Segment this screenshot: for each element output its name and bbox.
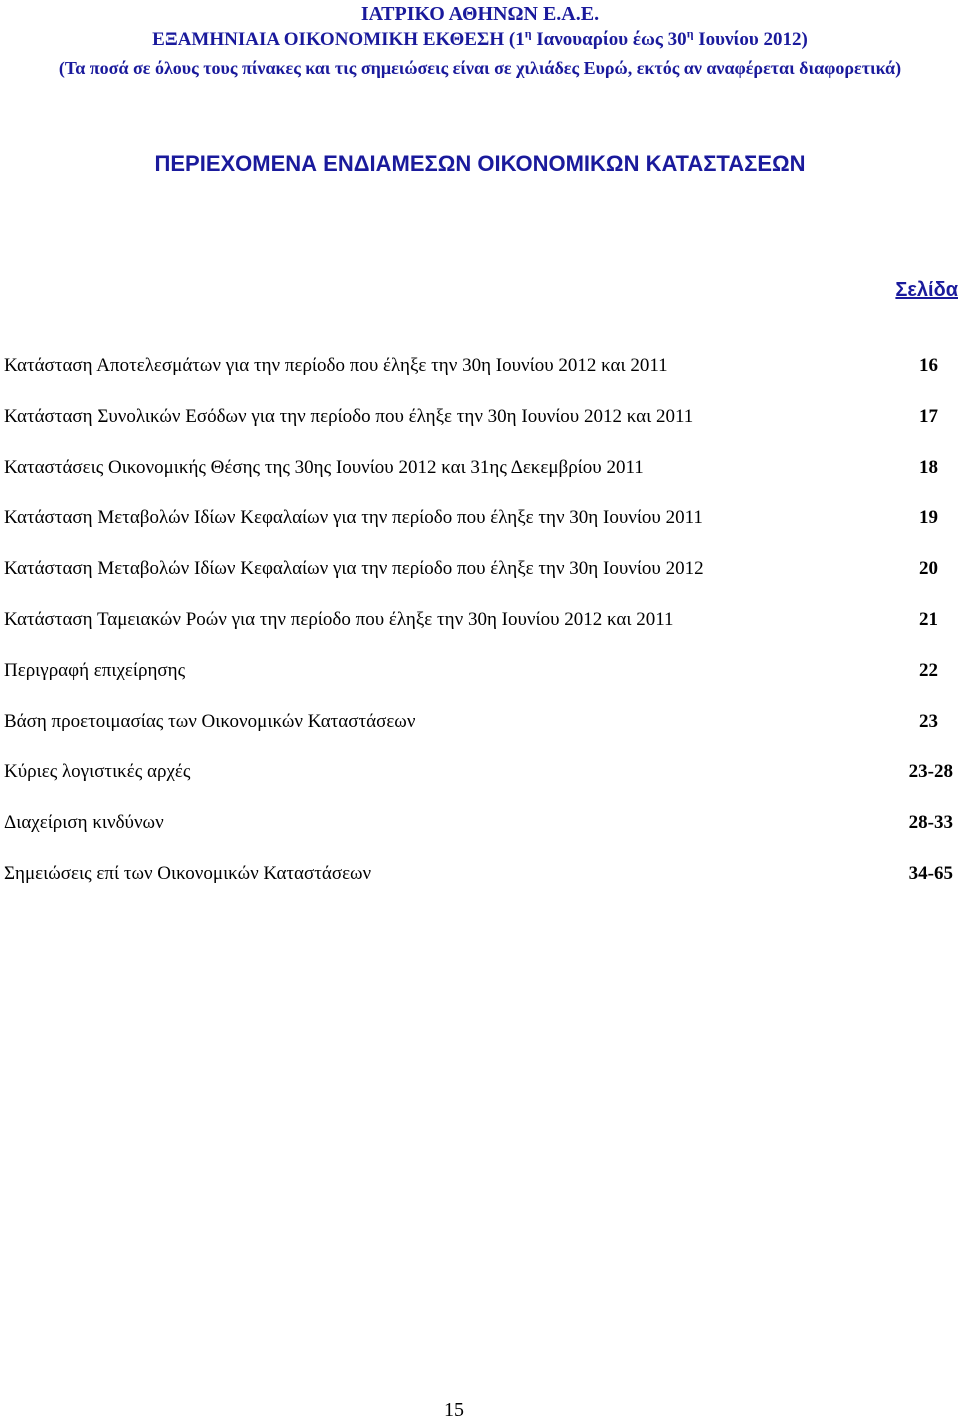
- toc-item-text: Διαχείριση κινδύνων: [4, 812, 164, 834]
- toc-item-page: 21: [919, 608, 938, 630]
- toc-item: [0, 859, 960, 910]
- toc-item: [0, 503, 960, 554]
- toc-item-text: Κατάσταση Ταμειακών Ροών για την περίοδο που έληξε την 30η Ιουνίου 2012 και 2011: [4, 608, 674, 630]
- toc-item-page: 18: [919, 456, 938, 478]
- toc-item-text: Κατάσταση Μεταβολών Ιδίων Κεφαλαίων για την περίοδο που έληξε την 30η Ιουνίου 2012: [4, 558, 704, 580]
- toc-item-page: 23-28: [908, 761, 953, 783]
- report-title-superscript-1: η: [524, 26, 532, 41]
- toc-item-text: Καταστάσεις Οικονομικής Θέσης της 30ης Ιουνίου 2012 και 31ης Δεκεμβρίου 2011: [4, 456, 644, 478]
- report-title-superscript-2: η: [686, 26, 694, 41]
- toc-item: [0, 757, 960, 808]
- toc-item-page: 22: [919, 659, 938, 681]
- toc-item-page: 28-33: [908, 812, 953, 834]
- report-title: [0, 28, 960, 52]
- toc-item-text: Κατάσταση Συνολικών Εσόδων για την περίοδο που έληξε την 30η Ιουνίου 2012 και 2011: [4, 405, 694, 427]
- toc-item: [0, 402, 960, 453]
- toc-item: [0, 656, 960, 707]
- toc-item-text: Κύριες λογιστικές αρχές: [4, 761, 191, 783]
- report-title-part3: Ιουνίου 2012): [693, 29, 808, 50]
- toc-item: [0, 453, 960, 504]
- toc-item-page: 20: [919, 558, 938, 580]
- page-number-value: 15: [444, 1399, 464, 1421]
- toc-item: [0, 351, 960, 402]
- toc-item-page: 19: [919, 507, 938, 529]
- currency-note: (Τα ποσά σε όλους τους πίνακες και τις σημειώσεις είναι σε χιλιάδες Ευρώ, εκτός αν αναφέρεται διαφορετικά): [58, 58, 902, 78]
- toc-item: [0, 707, 960, 758]
- toc-item-page: 23: [919, 710, 938, 732]
- toc-item: [0, 605, 960, 656]
- toc-item-page: 34-65: [908, 862, 953, 884]
- toc-item-text: Κατάσταση Μεταβολών Ιδίων Κεφαλαίων για την περίοδο που έληξε την 30η Ιουνίου 2011: [4, 507, 703, 529]
- toc-item-text: Σημειώσεις επί των Οικονομικών Καταστάσεων: [4, 862, 372, 884]
- company-name: ΙΑΤΡΙΚΟ ΑΘΗΝΩΝ Ε.Α.Ε.: [360, 3, 600, 25]
- page-column-label: Σελίδα: [895, 279, 958, 301]
- toc-item-text: Βάση προετοιμασίας των Οικονομικών Καταστάσεων: [4, 710, 416, 732]
- toc-title: ΠΕΡΙΕΧΟΜΕΝΑ ΕΝΔΙΑΜΕΣΩΝ ΟΙΚΟΝΟΜΙΚΩΝ ΚΑΤΑΣΤΑΣΕΩΝ: [154, 151, 806, 176]
- toc-list: [0, 351, 960, 910]
- toc-item-page: 16: [919, 355, 938, 376]
- toc-item-text: Κατάσταση Αποτελεσμάτων για την περίοδο που έληξε την 30η Ιουνίου 2012 και 2011: [4, 355, 668, 376]
- toc-item-page: 17: [919, 405, 938, 427]
- report-title-part1: ΕΞΑΜΗΝΙΑΙΑ ΟΙΚΟΝΟΜΙΚΗ ΕΚΘΕΣΗ (1: [152, 29, 525, 50]
- toc-item: [0, 808, 960, 859]
- toc-item-text: Περιγραφή επιχείρησης: [4, 659, 186, 681]
- report-title-part2: Ιανουαρίου έως 30: [531, 29, 687, 50]
- toc-item: [0, 554, 960, 605]
